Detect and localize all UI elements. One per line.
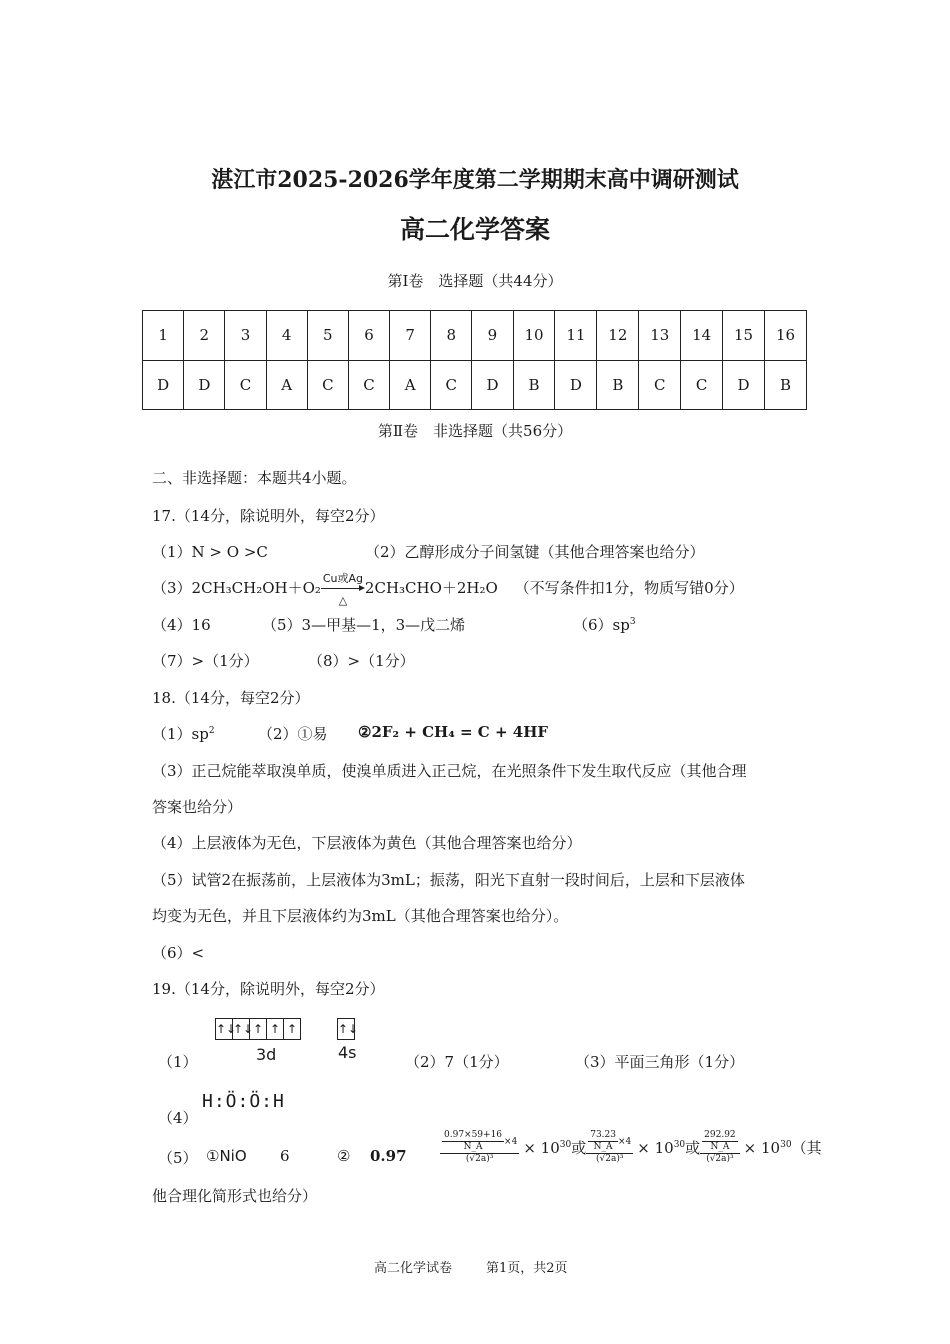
fraction-3-numerator [700, 1130, 740, 1154]
answer-number-cell: 15 [723, 311, 765, 361]
fraction-3-inner-bottom: N_A [710, 1142, 730, 1152]
answer-choice-cell: D [472, 360, 513, 410]
q18-answer-1-sup: 2 [208, 726, 215, 736]
q17-answer-6-sup: 3 [629, 617, 636, 627]
exponent-3: 30 [780, 1139, 792, 1150]
document-title: 湛江市2025-2026学年度第二学期期末高中调研测试 [211, 167, 739, 193]
answer-choice-cell: C [225, 360, 266, 410]
fraction-2-denominator: (√2a)³ [596, 1154, 624, 1164]
answer-number-cell: 10 [513, 311, 555, 361]
answer-choice-cell: C [431, 360, 472, 410]
reaction-condition-top: Cu或Ag [322, 572, 363, 585]
orbital-box: ↑↓ [233, 1019, 250, 1039]
section-one-label: 第Ⅰ卷 选择题（共44分） [387, 272, 563, 290]
fraction-2-multiplier: ×4 [617, 1137, 632, 1147]
orbital-label-3d: 3d [256, 1045, 277, 1064]
answer-choice-cell: B [765, 360, 807, 410]
answer-number-cell: 7 [390, 311, 431, 361]
fraction-3-inner-top: 292.92 [704, 1130, 736, 1140]
answer-choice-cell: D [555, 360, 597, 410]
fraction-1-inner-bottom: N_A [463, 1142, 483, 1152]
fraction-2-inner-top: 73.23 [590, 1130, 616, 1140]
q19-answer-1: （1） [158, 1053, 198, 1071]
density-formulas [440, 1130, 822, 1165]
q19-answer-5-part2-label: ② [337, 1147, 351, 1165]
answer-choice-cell: B [597, 360, 639, 410]
fraction-1-inner-top: 0.97×59+16 [444, 1130, 503, 1140]
q17-answer-8: （8）>（1分） [308, 652, 415, 670]
density-fraction-2 [586, 1130, 633, 1165]
q18-answer-6: （6）< [152, 944, 205, 962]
orbital-label-4s: 4s [338, 1043, 357, 1062]
q17-header: 17.（14分，除说明外，每空2分） [152, 507, 385, 525]
fraction-2-numerator [586, 1130, 633, 1154]
q17-equation-right: 2CH₃CHO＋2H₂O [364, 579, 498, 597]
answer-choice-cell: D [143, 360, 184, 410]
answer-choice-cell: A [266, 360, 307, 410]
density-fraction-3 [700, 1130, 740, 1165]
exponent-2: 30 [673, 1139, 686, 1150]
answer-choice-cell: D [723, 360, 765, 410]
q17-answer-2: （2）乙醇形成分子间氢键（其他合理答案也给分） [365, 543, 705, 561]
q17-answer-4: （4）16 [152, 616, 211, 634]
answer-number-cell: 2 [184, 311, 225, 361]
times-text-3: × 10 [743, 1138, 781, 1157]
q19-answer-5-value: 0.97 [370, 1147, 407, 1165]
answer-number-row [143, 311, 807, 361]
answer-number-cell: 11 [555, 311, 597, 361]
times-text-2: × 10 [637, 1138, 674, 1157]
reaction-arrow [321, 572, 365, 607]
q17-answer-7: （7）>（1分） [152, 652, 259, 670]
q18-answer-2: （2）①易 [258, 725, 328, 743]
q19-answer-3: （3）平面三角形（1分） [575, 1053, 745, 1071]
orbital-diagram-4s [337, 1018, 359, 1040]
answer-number-cell: 14 [681, 311, 723, 361]
answer-table [142, 310, 807, 410]
document-subtitle: 高二化学答案 [399, 215, 550, 244]
q19-answer-5-tail-end: 他合理化简形式也给分） [152, 1187, 318, 1205]
answer-choice-cell: A [390, 360, 431, 410]
q18-answer-3-line2: 答案也给分） [152, 798, 243, 816]
q19-answer-4: （4） [158, 1109, 198, 1127]
q18-answer-5-line1: （5）试管2在振荡前，上层液体为3mL；振荡，阳光下直射一段时间后，上层和下层液体 [152, 871, 745, 889]
fraction-3-denominator: (√2a)³ [706, 1154, 734, 1164]
answer-choice-cell: B [513, 360, 555, 410]
q18-answer-1-text: （1）sp [152, 725, 209, 743]
q18-answer-1 [152, 723, 215, 744]
answer-choice-row [143, 360, 807, 410]
q17-answer-3-note: （不写条件扣1分，物质写错0分） [514, 579, 744, 597]
answer-number-cell: 1 [143, 311, 184, 361]
answer-number-cell: 16 [765, 311, 807, 361]
q17-answer-3 [152, 572, 744, 607]
answer-choice-cell: C [348, 360, 389, 410]
orbital-box: ↑ [267, 1019, 284, 1039]
density-fraction-1 [440, 1130, 519, 1165]
orbital-box: ↑ [250, 1019, 267, 1039]
answer-choice-cell: D [184, 360, 225, 410]
q19-answer-5-formula: ①NiO [206, 1147, 247, 1165]
q17-answer-6 [573, 614, 636, 635]
answer-choice-cell: C [639, 360, 681, 410]
q18-header: 18.（14分，每空2分） [152, 689, 310, 707]
q17-answer-1: （1）N > O >C [152, 543, 268, 561]
orbital-diagram-3d [215, 1018, 301, 1040]
q19-answer-5-label: （5） [158, 1149, 198, 1167]
q17-answer-5: （5）3—甲基—1，3—戊二烯 [262, 616, 466, 634]
answer-choice-cell: C [681, 360, 723, 410]
q19-answer-5-tail-start: （其 [791, 1139, 822, 1157]
times-ten-1 [523, 1139, 571, 1157]
footer-page-number: 第1页，共2页 [486, 1261, 568, 1276]
q17-answer-6-text: （6）sp [573, 616, 630, 634]
part-two-intro: 二、非选择题：本题共4小题。 [152, 469, 357, 487]
times-ten-2 [637, 1139, 685, 1157]
q19-answer-2: （2）7（1分） [405, 1053, 509, 1071]
times-text-1: × 10 [523, 1138, 560, 1157]
q19-header: 19.（14分，除说明外，每空2分） [152, 980, 385, 998]
orbital-box: ↑ [286, 1022, 298, 1036]
fraction-1-denominator: (√2a)³ [465, 1154, 494, 1164]
fraction-2-inner-bottom: N_A [593, 1142, 613, 1152]
answer-number-cell: 12 [597, 311, 639, 361]
footer-exam-name: 高二化学试卷 [374, 1261, 453, 1276]
answer-number-cell: 8 [431, 311, 472, 361]
fraction-1-multiplier: ×4 [504, 1137, 518, 1147]
q17-equation-left: （3）2CH₃CH₂OH＋O₂ [152, 579, 321, 597]
arrow-icon [321, 588, 361, 589]
answer-choice-cell: C [307, 360, 348, 410]
answer-number-cell: 3 [225, 311, 266, 361]
fraction-1-numerator [440, 1130, 519, 1154]
times-ten-3 [744, 1139, 792, 1157]
answer-number-cell: 13 [639, 311, 681, 361]
q18-answer-4: （4）上层液体为无色，下层液体为黄色（其他合理答案也给分） [152, 834, 582, 852]
section-two-label: 第Ⅱ卷 非选择题（共56分） [377, 422, 573, 440]
reaction-condition-bottom: △ [338, 594, 348, 607]
q18-answer-2-equation: ②2F₂ + CH₄ = C + 4HF [358, 723, 549, 741]
answer-number-cell: 9 [472, 311, 513, 361]
or-text-2: 或 [685, 1139, 701, 1157]
answer-number-cell: 6 [348, 311, 389, 361]
answer-number-cell: 4 [266, 311, 307, 361]
exponent-1: 30 [559, 1139, 572, 1150]
lewis-structure-h2o2: H:Ö:Ö:H [202, 1091, 285, 1112]
q19-answer-5-coordination: 6 [280, 1147, 290, 1165]
answer-number-cell: 5 [307, 311, 348, 361]
q18-answer-3-line1: （3）正己烷能萃取溴单质，使溴单质进入正己烷，在光照条件下发生取代反应（其他合理 [152, 762, 747, 780]
or-text-1: 或 [571, 1139, 587, 1157]
orbital-box: ↑↓ [338, 1022, 359, 1036]
orbital-box: ↑↓ [216, 1019, 233, 1039]
q18-answer-5-line2: 均变为无色，并且下层液体约为3mL（其他合理答案也给分）。 [152, 907, 569, 925]
